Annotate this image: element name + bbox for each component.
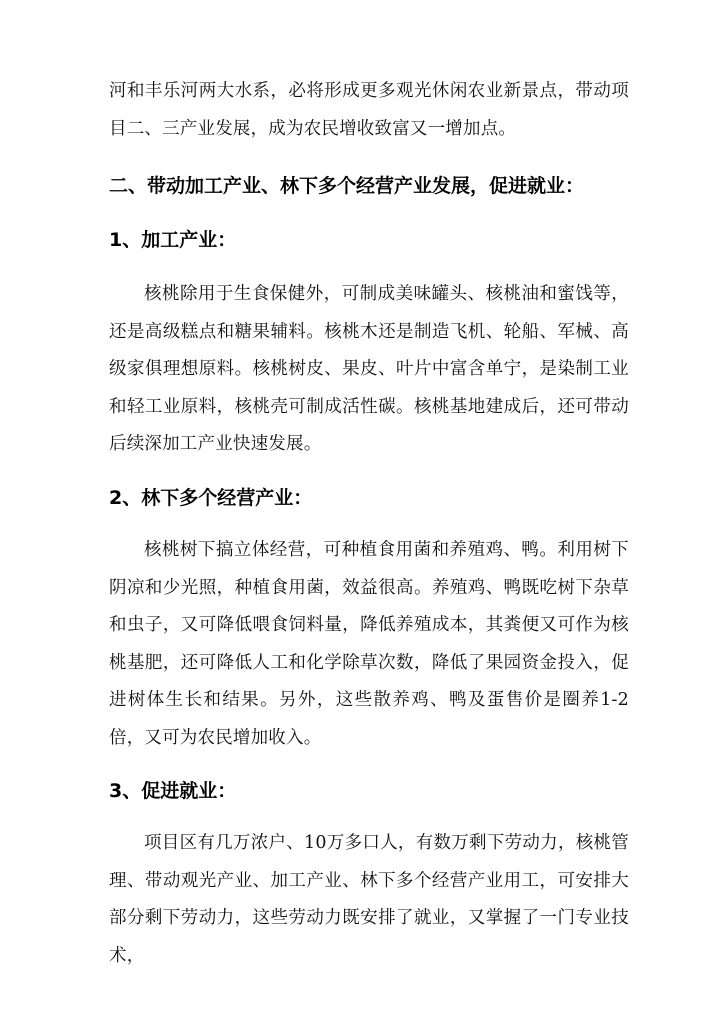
subsection-heading-understory: 2、林下多个经营产业：: [109, 487, 313, 509]
section-heading: 二、带动加工产业、林下多个经营产业发展，促进就业：: [109, 175, 585, 197]
subsection-heading-processing: 1、加工产业：: [109, 229, 237, 251]
paragraph-processing: 核桃除用于生食保健外，可制成美味罐头、核桃油和蜜饯等，还是高级糕点和糖果辅料。核桃木还是制造飞机、轮船、军械、高级家俱理想原料。核桃树皮、果皮、叶片中富含单宁，是染制工业和轻工业原料，核桃壳可制成活性碳。核桃基地建成后，还可带动后续深加工产业快速发展。: [109, 284, 629, 454]
paragraph-employment: 项目区有几万浓户、10万多口人，有数万剩下劳动力，核桃管理、带动观光产业、加工产业、林下多个经营产业用工，可安排大部分剩下劳动力，这些劳动力既安排了就业，又掌握了一门专业技术，: [109, 833, 629, 966]
paragraph-understory: 核桃树下搞立体经营，可种植食用菌和养殖鸡、鸭。利用树下阴凉和少光照，种植食用菌，效益很高。养殖鸡、鸭既吃树下杂草和虫子，又可降低喂食饲料量，降低养殖成本，其粪便又可作为核桃基肥，还可降低人工和化学除草次数，降低了果园资金投入，促进树体生长和结果。另外，这些散养鸡、鸭及蛋售价是圈养1-2倍，又可为农民增加收入。: [109, 540, 629, 748]
continuation-paragraph: 河和丰乐河两大水系，必将形成更多观光休闲农业新景点，带动项目二、三产业发展，成为农民增收致富又一增加点。: [109, 81, 629, 139]
subsection-heading-employment: 3、促进就业：: [109, 780, 237, 802]
